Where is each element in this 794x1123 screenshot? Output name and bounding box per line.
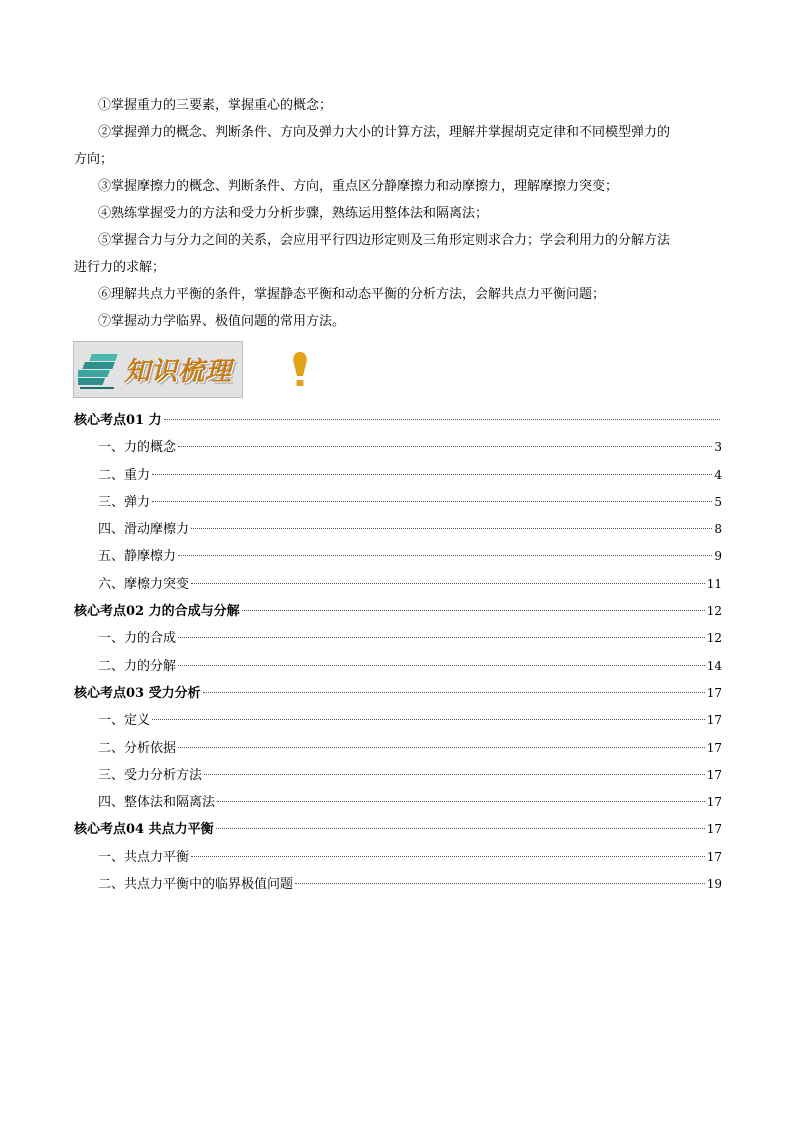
toc-dot-leader bbox=[216, 828, 705, 829]
objective-line: ⑥理解共点力平衡的条件，掌握静态平衡和动态平衡的分析方法，会解共点力平衡问题； bbox=[98, 287, 606, 302]
toc-entry-label: 二、重力 bbox=[98, 467, 151, 483]
toc-dot-leader bbox=[178, 665, 705, 666]
toc-page-number: 12 bbox=[706, 604, 722, 619]
toc-entry-label: 四、整体法和隔离法 bbox=[98, 795, 216, 811]
toc-dot-leader bbox=[191, 528, 712, 529]
banner-title: 知识梳理 bbox=[124, 357, 233, 387]
toc-dot-leader bbox=[178, 446, 712, 447]
toc-subsection-entry[interactable] bbox=[74, 571, 722, 598]
toc-page-number: 17 bbox=[706, 713, 722, 728]
toc-entry-label: 六、摩檫力突变 bbox=[98, 576, 190, 592]
toc-entry-label: 核心考点01 力 bbox=[74, 413, 162, 428]
toc-subsection-entry[interactable] bbox=[74, 762, 722, 789]
objective-line: ③掌握摩擦力的概念、判断条件、方向，重点区分静摩擦力和动摩擦力，理解摩擦力突变； bbox=[98, 179, 619, 194]
toc-entry-label: 一、力的合成 bbox=[98, 631, 177, 647]
toc-dot-leader bbox=[152, 719, 705, 720]
toc-subsection-entry[interactable] bbox=[74, 844, 722, 871]
toc-entry-label: 一、定义 bbox=[98, 713, 151, 729]
toc-dot-leader bbox=[164, 419, 720, 420]
toc-page-number: 9 bbox=[714, 549, 722, 564]
toc-page-number: 17 bbox=[706, 740, 722, 755]
toc-page-number: 17 bbox=[706, 767, 722, 782]
toc-dot-leader bbox=[242, 610, 705, 611]
objective-line: ②掌握弹力的概念、判断条件、方向及弹力大小的计算方法，理解并掌握胡克定律和不同模型弹力的 bbox=[98, 125, 671, 140]
toc-entry-label: 一、力的概念 bbox=[98, 440, 177, 456]
objective-line: ①掌握重力的三要素，掌握重心的概念； bbox=[98, 98, 333, 113]
toc-page-number: 3 bbox=[714, 440, 722, 455]
toc-page-number: 17 bbox=[706, 795, 722, 810]
toc-subsection-entry[interactable] bbox=[74, 735, 722, 762]
toc-entry-label: 四、滑动摩檫力 bbox=[98, 522, 190, 538]
toc-entry-label: 核心考点02 力的合成与分解 bbox=[74, 604, 240, 620]
toc-entry-label: 三、受力分析方法 bbox=[98, 767, 203, 783]
objective-line: ⑦掌握动力学临界、极值问题的常用方法。 bbox=[98, 314, 346, 329]
toc-subsection-entry[interactable] bbox=[74, 434, 722, 461]
toc-dot-leader bbox=[178, 747, 705, 748]
toc-section-entry[interactable] bbox=[74, 816, 722, 843]
toc-dot-leader bbox=[152, 474, 712, 475]
lightbulb-icon bbox=[290, 350, 310, 390]
toc-dot-leader bbox=[152, 501, 712, 502]
toc-page-number: 5 bbox=[714, 494, 722, 509]
toc-page-number: 14 bbox=[706, 658, 722, 673]
toc-subsection-entry[interactable] bbox=[74, 653, 722, 680]
toc-dot-leader bbox=[178, 637, 705, 638]
toc-subsection-entry[interactable] bbox=[74, 871, 722, 898]
toc-page-number: 17 bbox=[706, 822, 722, 837]
toc-dot-leader bbox=[295, 883, 705, 884]
toc-dot-leader bbox=[217, 801, 705, 802]
toc-subsection-entry[interactable] bbox=[74, 462, 722, 489]
toc-page-number: 17 bbox=[706, 849, 722, 864]
toc-entry-label: 五、静摩檫力 bbox=[98, 549, 177, 565]
toc-entry-label: 一、共点力平衡 bbox=[98, 849, 190, 865]
toc-subsection-entry[interactable] bbox=[74, 625, 722, 652]
toc-dot-leader bbox=[204, 774, 705, 775]
toc-entry-label: 核心考点03 受力分析 bbox=[74, 685, 201, 701]
objective-line: ④熟练掌握受力的方法和受力分析步骤，熟练运用整体法和隔离法； bbox=[98, 206, 489, 221]
table-of-contents bbox=[74, 407, 722, 898]
toc-page-number: 8 bbox=[714, 522, 722, 537]
toc-page-number: 19 bbox=[706, 877, 722, 892]
toc-section-entry[interactable] bbox=[74, 407, 722, 434]
toc-entry-label: 核心考点04 共点力平衡 bbox=[74, 822, 214, 838]
toc-subsection-entry[interactable] bbox=[74, 789, 722, 816]
toc-section-entry[interactable] bbox=[74, 598, 722, 625]
toc-entry-label: 二、共点力平衡中的临界极值问题 bbox=[98, 877, 294, 893]
objective-line: ⑤掌握合力与分力之间的关系，会应用平行四边形定则及三角形定则求合力；学会利用力的分解方法 bbox=[98, 233, 671, 248]
toc-entry-label: 二、分析依据 bbox=[98, 740, 177, 756]
toc-page-number: 4 bbox=[714, 467, 722, 482]
toc-subsection-entry[interactable] bbox=[74, 707, 722, 734]
books-icon bbox=[78, 348, 124, 394]
toc-section-entry[interactable] bbox=[74, 680, 722, 707]
toc-dot-leader bbox=[203, 692, 705, 693]
toc-page-number: 11 bbox=[706, 576, 722, 591]
knowledge-review-banner bbox=[73, 341, 243, 398]
toc-dot-leader bbox=[178, 555, 712, 556]
toc-subsection-entry[interactable] bbox=[74, 543, 722, 570]
toc-page-number: 12 bbox=[706, 631, 722, 646]
objective-line: 进行力的求解； bbox=[74, 260, 166, 275]
objective-line: 方向； bbox=[74, 152, 114, 167]
toc-page-number: 17 bbox=[706, 685, 722, 700]
toc-subsection-entry[interactable] bbox=[74, 489, 722, 516]
toc-dot-leader bbox=[191, 583, 705, 584]
toc-entry-label: 三、弹力 bbox=[98, 494, 151, 510]
toc-entry-label: 二、力的分解 bbox=[98, 658, 177, 674]
toc-subsection-entry[interactable] bbox=[74, 516, 722, 543]
toc-dot-leader bbox=[191, 856, 705, 857]
learning-objectives bbox=[74, 92, 724, 335]
